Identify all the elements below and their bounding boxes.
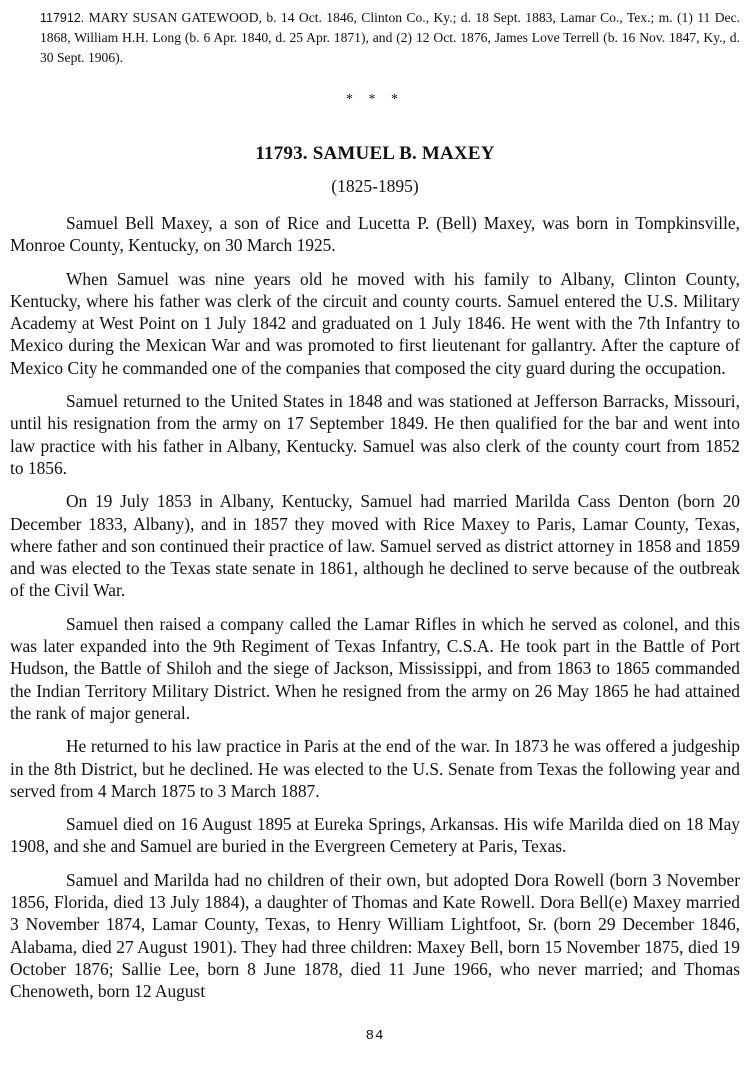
paragraph: When Samuel was nine years old he moved with his family to Albany, Clinton County, Kentucky, where his father was clerk of the circuit and county courts. Samuel entered the U.S. Military Academy at West Point on 1 July 1842 and graduated on 1 July 1846. He went with the 7th Infantry to Mexico during the Mexican War and was promoted to first lieutenant for gallantry. After the capture of Mexico City he commanded one of the companies that composed the city guard during the occupation. [10,268,740,378]
paragraph: Samuel Bell Maxey, a son of Rice and Lucetta P. (Bell) Maxey, was born in Tompkinsville, Monroe County, Kentucky, on 30 March 1925. [10,213,740,256]
section-separator: * * * [346,92,404,107]
biography-body [10,212,740,1014]
previous-entry-number: 117912. [40,11,85,25]
previous-entry [40,8,740,68]
paragraph: Samuel then raised a company called the Lamar Rifles in which he served as colonel, and this was later expanded into the 9th Regiment of Texas Infantry, C.S.A. He took part in the Battle of Port Hudson, the Battle of Shiloh and the siege of Jackson, Mississippi, and from 1863 to 1865 commanded the Indian Territory Military District. When he resigned from the army on 26 May 1865 he had attained the rank of major general. [10,613,740,723]
page-number: 84 [365,1028,385,1044]
section-dates: (1825-1895) [331,176,419,196]
paragraph: Samuel returned to the United States in 1848 and was stationed at Jefferson Barracks, Missouri, until his resignation from the army on 17 September 1849. He then qualified for the bar and went into law practice with his father in Albany, Kentucky. Samuel was also clerk of the county court from 1852 to 1856. [10,391,740,478]
paragraph: He returned to his law practice in Paris at the end of the war. In 1873 he was offered a judgeship in the 8th District, but he declined. He was elected to the U.S. Senate from Texas the following year and served from 4 March 1875 to 3 March 1887. [10,736,740,801]
section-title: 11793. SAMUEL B. MAXEY [255,143,495,164]
paragraph: Samuel and Marilda had no children of their own, but adopted Dora Rowell (born 3 November 1856, Florida, died 13 July 1884), a daughter of Thomas and Kate Rowell. Dora Bell(e) Maxey married 3 November 1874, Lamar County, Texas, to Henry William Lightfoot, Sr. (born 29 December 1846, Alabama, died 27 August 1901). They had three children: Maxey Bell, born 15 November 1875, died 19 October 1876; Sallie Lee, born 8 June 1878, died 11 June 1966, who never married; and Thomas Chenoweth, born 12 August [10,869,740,1002]
paragraph: On 19 July 1853 in Albany, Kentucky, Samuel had married Marilda Cass Denton (born 20 December 1833, Albany), and in 1857 they moved with Rice Maxey to Paris, Lamar County, Texas, where father and son continued their practice of law. Samuel served as district attorney in 1858 and 1859 and was elected to the Texas state senate in 1861, although he declined to serve because of the outbreak of the Civil War. [10,491,741,601]
previous-entry-text: MARY SUSAN GATEWOOD, b. 14 Oct. 1846, Clinton Co., Ky.; d. 18 Sept. 1883, Lamar Co., Tex.; m. (1) 11 Dec. 1868, William H.H. Long (b. 6 Apr. 1840, d. 25 Apr. 1871), and (2) 12 Oct. 1876, James Love Terrell (b. 16 Nov. 1847, Ky., d. 30 Sept. 1906). [40,10,740,65]
paragraph: Samuel died on 16 August 1895 at Eureka Springs, Arkansas. His wife Marilda died on 18 May 1908, and she and Samuel are buried in the Evergreen Cemetery at Paris, Texas. [10,814,740,857]
